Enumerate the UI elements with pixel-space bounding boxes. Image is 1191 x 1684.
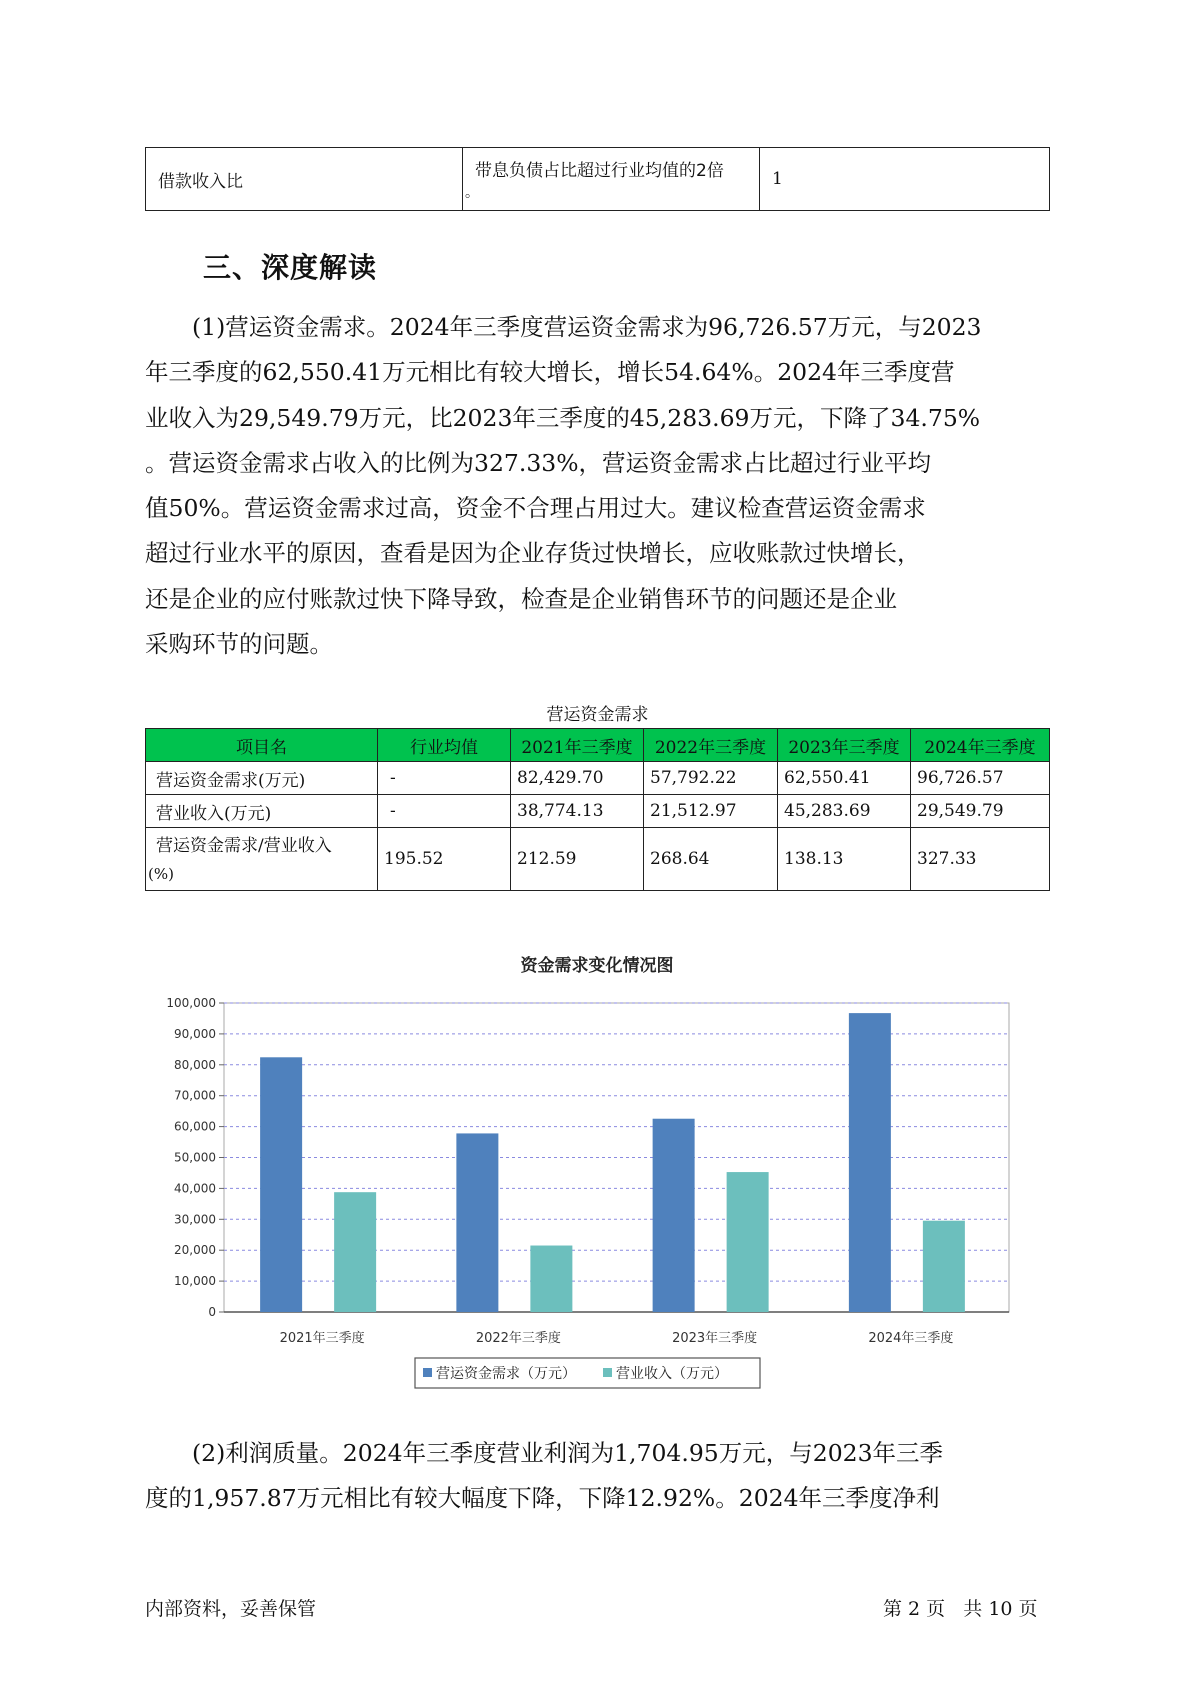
paragraph-line: 超过行业水平的原因，查看是因为企业存货过快增长，应收账款过快增长，: [145, 539, 921, 568]
legend-swatch: [603, 1368, 612, 1377]
y-tick-label: 90,000: [174, 1026, 216, 1041]
x-tick-label: 2021年三季度: [279, 1331, 365, 1346]
footer-page-number: 第 2 页 共 10 页: [883, 1598, 1038, 1620]
y-tick-label: 40,000: [174, 1181, 216, 1196]
table-cell: 212.59: [511, 828, 644, 891]
table-caption: 营运资金需求: [546, 705, 649, 725]
table-cell: 138.13: [778, 828, 911, 891]
paragraph-line: 。营运资金需求占收入的比例为327.33%，营运资金需求占比超过行业平均: [145, 448, 932, 477]
y-tick-label: 30,000: [174, 1212, 216, 1227]
bar: [849, 1013, 891, 1312]
column-header: 2023年三季度: [778, 729, 911, 762]
table-cell: 38,774.13: [511, 795, 644, 828]
footer-confidential: 内部资料，妥善保管: [145, 1598, 317, 1620]
working-capital-table: [145, 728, 1050, 891]
column-header: 项目名: [146, 729, 378, 762]
chart-bars: [260, 1013, 965, 1312]
table-cell: 327.33: [911, 828, 1050, 891]
row-label: 营运资金需求(万元): [146, 762, 378, 795]
paragraph-line: 业收入为29,549.79万元，比2023年三季度的45,283.69万元，下降了34.75%: [145, 403, 981, 432]
table-row: [146, 795, 1050, 828]
y-tick-label: 60,000: [174, 1119, 216, 1134]
table-row: [146, 148, 1050, 211]
table-cell: -: [378, 795, 511, 828]
y-tick-label: 10,000: [174, 1274, 216, 1289]
table-cell: 96,726.57: [911, 762, 1050, 795]
x-tick-label: 2022年三季度: [475, 1331, 561, 1346]
legend-swatch: [423, 1368, 432, 1377]
paragraph-line: 值50%。营运资金需求过高，资金不合理占用过大。建议检查营运资金需求: [145, 494, 926, 523]
paragraph-line: (2)利润质量。2024年三季度营业利润为1,704.95万元，与2023年三季: [192, 1439, 944, 1467]
table-header-row: [146, 729, 1050, 762]
column-header: 2021年三季度: [511, 729, 644, 762]
row-label: [146, 828, 378, 891]
bar: [727, 1172, 769, 1312]
table-cell: 195.52: [378, 828, 511, 891]
table-cell: -: [378, 762, 511, 795]
table-cell: 62,550.41: [778, 762, 911, 795]
bar: [334, 1192, 376, 1312]
table-cell: 268.64: [644, 828, 778, 891]
criteria-condition: [463, 148, 760, 211]
row-label-line1: 营运资金需求/营业收入: [156, 836, 332, 856]
table-row: [146, 828, 1050, 891]
chart-title: 资金需求变化情况图: [520, 956, 674, 976]
criteria-condition-line2: 。: [465, 185, 479, 201]
section-heading: 三、深度解读: [203, 251, 378, 284]
y-tick-label: 0: [208, 1305, 216, 1319]
criteria-condition-line1: 带息负债占比超过行业均值的2倍: [475, 161, 724, 181]
funding-demand-bar-chart: [145, 938, 1050, 1403]
criteria-name: 借款收入比: [146, 148, 463, 211]
x-tick-label: 2024年三季度: [868, 1331, 954, 1346]
column-header: 行业均值: [378, 729, 511, 762]
bar: [260, 1057, 302, 1312]
x-tick-label: 2023年三季度: [672, 1331, 758, 1346]
row-label-line2: (%): [148, 865, 174, 883]
table-cell: 21,512.97: [644, 795, 778, 828]
bar: [530, 1246, 572, 1312]
column-header: 2024年三季度: [911, 729, 1050, 762]
legend-label: 营业收入（万元）: [616, 1366, 728, 1382]
criteria-value: 1: [760, 148, 1050, 211]
chart-legend: [415, 1358, 760, 1388]
paragraph-line: 还是企业的应付账款过快下降导致，检查是企业销售环节的问题还是企业: [145, 584, 897, 613]
paragraph-line: 度的1,957.87万元相比有较大幅度下降，下降12.92%。2024年三季度净利: [145, 1484, 940, 1513]
legend-label: 营运资金需求（万元）: [436, 1366, 576, 1382]
paragraph-working-capital: [145, 305, 1085, 667]
y-tick-label: 80,000: [174, 1057, 216, 1072]
table-cell: 29,549.79: [911, 795, 1050, 828]
table-cell: 45,283.69: [778, 795, 911, 828]
criteria-table: [145, 147, 1050, 211]
paragraph-line: 年三季度的62,550.41万元相比有较大增长，增长54.64%。2024年三季度营: [145, 358, 955, 387]
y-tick-label: 100,000: [166, 996, 216, 1010]
y-tick-label: 50,000: [174, 1150, 216, 1165]
table-cell: 57,792.22: [644, 762, 778, 795]
y-tick-label: 20,000: [174, 1243, 216, 1258]
bar: [653, 1119, 695, 1312]
bar: [456, 1133, 498, 1312]
paragraph-line: (1)营运资金需求。2024年三季度营运资金需求为96,726.57万元，与2023: [192, 313, 982, 341]
column-header: 2022年三季度: [644, 729, 778, 762]
paragraph-profit-quality: [145, 1431, 1085, 1522]
table-cell: 82,429.70: [511, 762, 644, 795]
paragraph-line: 采购环节的问题。: [145, 630, 333, 659]
bar: [923, 1221, 965, 1312]
y-tick-label: 70,000: [174, 1088, 216, 1103]
table-row: [146, 762, 1050, 795]
row-label: 营业收入(万元): [146, 795, 378, 828]
